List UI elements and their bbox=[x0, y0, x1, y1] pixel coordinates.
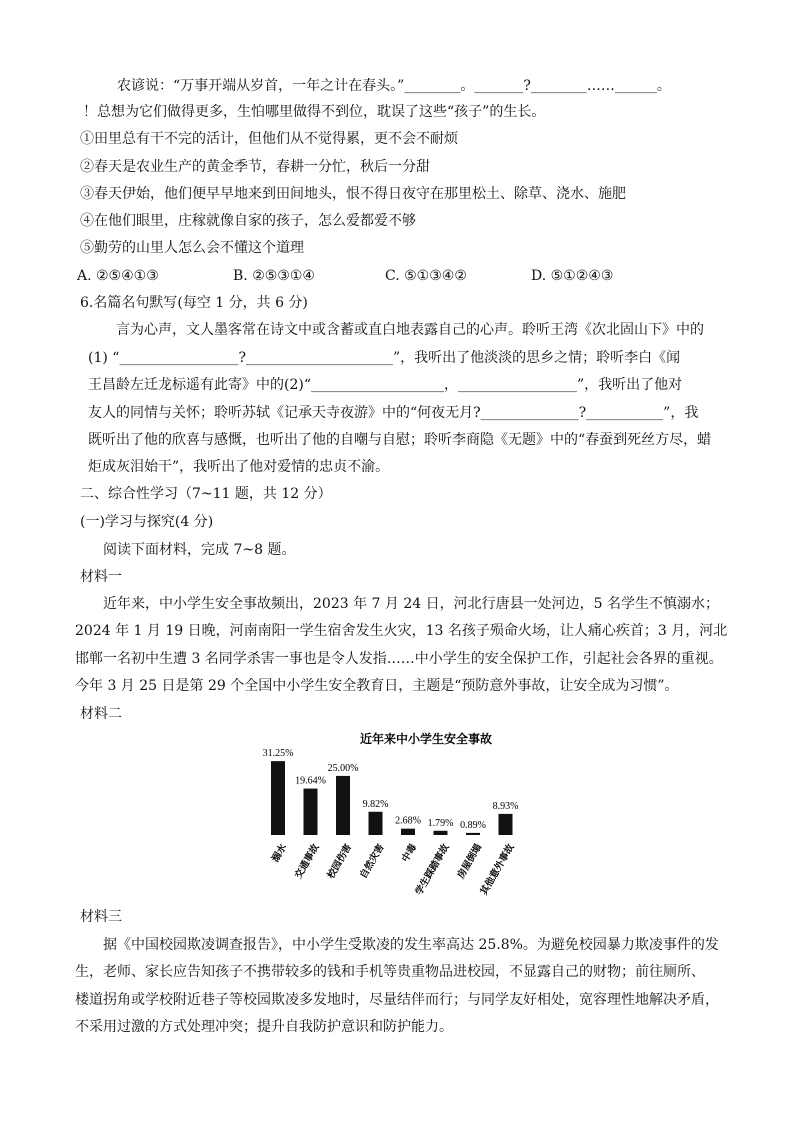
material3-line-4: 不采用过激的方式处理冲突；提升自我防护意识和防护能力。 bbox=[75, 1019, 453, 1035]
chart-bar bbox=[304, 789, 318, 835]
item-2: ②春天是农业生产的黄金季节，春耕一分忙，秋后一分甜 bbox=[80, 159, 430, 175]
chart-value-label: 19.64% bbox=[295, 775, 326, 787]
chart-value-label: 8.93% bbox=[492, 800, 519, 812]
material1-line-3: 邯郸一名初中生遭 3 名同学杀害一事也是令人发指……中小学生的安全保护工作，引起社会各界的重视。 bbox=[75, 651, 723, 667]
chart-category-label: 其他意外事故 bbox=[478, 842, 517, 898]
material1-line-1: 近年来，中小学生安全事故频出，2023 年 7 月 24 日，河北行唐县一处河边，5 名学生不慎溺水； bbox=[103, 596, 719, 612]
material3-line-1: 据《中国校园欺凌调查报告》，中小学生受欺凌的发生率高达 25.8%。为避免校园暴力欺凌事件的发 bbox=[103, 937, 719, 953]
chart-value-label: 1.79% bbox=[427, 817, 454, 829]
safety-accidents-chart bbox=[250, 727, 550, 912]
option-c: C. ⑤①③④② bbox=[385, 268, 467, 284]
chart-value-label: 9.82% bbox=[362, 798, 389, 810]
proverb-line: 农谚说：“万事开端从岁首，一年之计在春头。”________。_______?________……______。 bbox=[117, 78, 671, 94]
chart-title: 近年来中小学生安全事故 bbox=[360, 732, 493, 746]
material3-line-3: 楼道拐角或学校附近巷子等校园欺凌多发地时，尽量结伴而行；与同学友好相处，宽容理性地解决矛盾， bbox=[75, 992, 719, 1008]
chart-category-label: 交通事故 bbox=[293, 842, 322, 881]
item-3: ③春天伊始，他们便早早地来到田间地头，恨不得日夜守在那里松土、除草、浇水、施肥 bbox=[80, 186, 626, 202]
bar-chart-svg bbox=[250, 727, 550, 912]
chart-value-label: 25.00% bbox=[327, 762, 359, 774]
section6-line-2: (1) “_________________?_____________________”，我听出了他淡淡的思乡之情；聆听李白《闻 bbox=[88, 350, 681, 366]
chart-bars-group bbox=[263, 748, 519, 897]
item-5: ⑤勤劳的山里人怎么会不懂这个道理 bbox=[80, 240, 304, 256]
chart-bar bbox=[336, 776, 350, 835]
item-4: ④在他们眼里，庄稼就像自家的孩子，怎么爱都爱不够 bbox=[80, 213, 416, 229]
intro-line: ！总想为它们做得更多，生怕哪里做得不到位，耽误了这些“孩子”的生长。 bbox=[83, 104, 546, 120]
material2-label: 材料二 bbox=[80, 706, 122, 722]
material3-line-2: 生，老师、家长应告知孩子不携带较多的钱和手机等贵重物品进校园，不显露自己的财物；前往厕所、 bbox=[75, 964, 705, 980]
material1-line-4: 今年 3 月 25 日是第 29 个全国中小学生安全教育日，主题是“预防意外事故，让安全成为习惯”。 bbox=[75, 678, 679, 694]
material1-line-2: 2024 年 1 月 19 日晚，河南南阳一学生宿舍发生火灾，13 名孩子殒命火场，让人痛心疾首；3 月，河北 bbox=[75, 623, 728, 639]
section2-subheading: (一)学习与探究(4 分) bbox=[80, 514, 214, 530]
chart-bar bbox=[369, 812, 383, 835]
chart-category-label: 中毒 bbox=[400, 842, 420, 865]
option-d: D. ⑤①②④③ bbox=[531, 268, 614, 284]
chart-category-label: 溺水 bbox=[270, 842, 290, 865]
section6-heading: 6.名篇名句默写(每空 1 分，共 6 分) bbox=[80, 295, 308, 311]
option-a: A. ②⑤④①③ bbox=[77, 268, 159, 284]
item-1: ①田里总有干不完的活计，但他们从不觉得累，更不会不耐烦 bbox=[80, 131, 458, 147]
chart-bar bbox=[434, 831, 448, 835]
section6-line-5: 既听出了他的欣喜与感慨，也听出了他的自嘲与自慰；聆听李商隐《无题》中的“春蚕到死丝方尽，蜡 bbox=[88, 432, 712, 448]
section2-instruction: 阅读下面材料，完成 7~8 题。 bbox=[103, 542, 296, 558]
chart-bar bbox=[271, 761, 285, 835]
chart-category-label: 房屋倒塌 bbox=[455, 842, 485, 881]
chart-value-label: 2.68% bbox=[395, 815, 421, 827]
material1-label: 材料一 bbox=[80, 569, 122, 585]
chart-value-label: 31.25% bbox=[262, 748, 294, 760]
section2-heading: 二、综合性学习（7~11 题，共 12 分） bbox=[80, 486, 332, 502]
section6-line-3: 王昌龄左迁龙标遥有此寄》中的(2)“___________________，_________________”，我听出了他对 bbox=[88, 377, 683, 393]
section6-line-6: 炬成灰泪始干”，我听出了他对爱情的忠贞不渝。 bbox=[88, 459, 390, 475]
chart-category-label: 校园伤害 bbox=[325, 842, 355, 881]
section6-line-1: 言为心声，文人墨客常在诗文中或含蓄或直白地表露自己的心声。聆听王湾《次北固山下》中的 bbox=[116, 322, 704, 338]
chart-bar bbox=[499, 814, 513, 835]
material3-label: 材料三 bbox=[80, 909, 122, 925]
section6-line-4: 友人的同情与关怀；聆听苏轼《记承天寺夜游》中的“何夜无月?______________?___________”，我 bbox=[88, 405, 699, 421]
chart-bar bbox=[466, 833, 480, 835]
chart-category-label: 学生踩踏事故 bbox=[413, 842, 452, 898]
chart-value-label: 0.89% bbox=[460, 819, 486, 831]
option-b: B. ②⑤③①④ bbox=[233, 268, 315, 284]
chart-bar bbox=[401, 829, 415, 835]
chart-category-label: 自然灾害 bbox=[358, 842, 387, 881]
